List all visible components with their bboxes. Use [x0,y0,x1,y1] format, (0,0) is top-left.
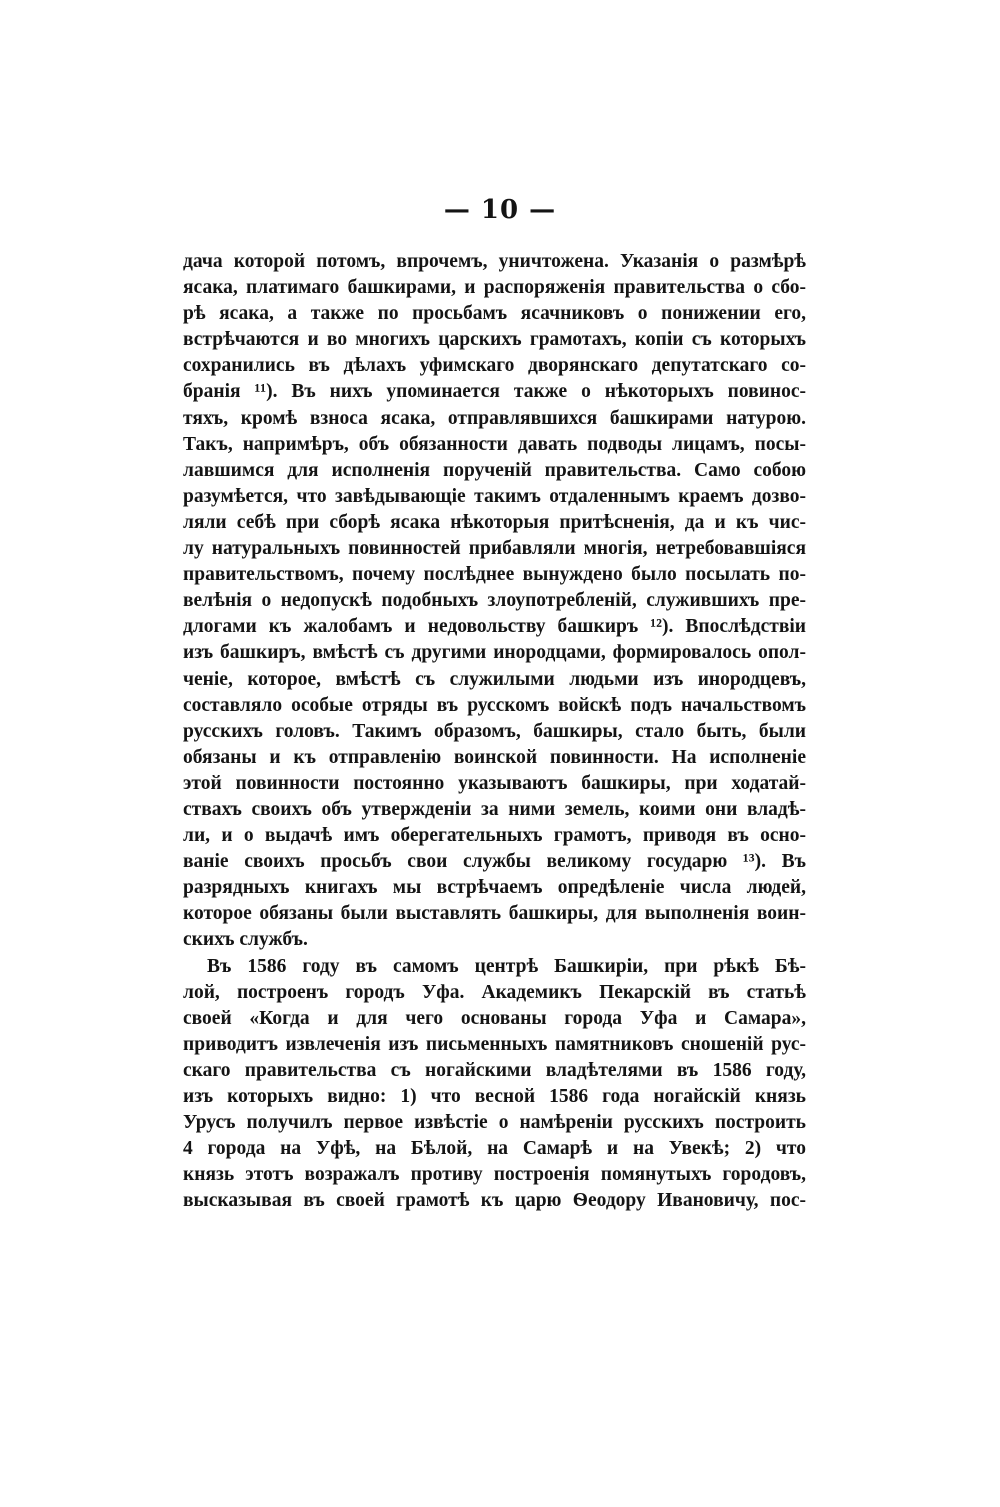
text-line: обязаны и къ отправленію воинской повинности. На исполненіе [183,746,806,768]
text-line: рѣ ясака, а также по просьбамъ ясачниковъ о понижении его, [183,303,806,325]
text-line: которое обязаны были выставлять башкиры, для выполненія воин- [183,903,806,925]
body-text [183,249,806,1214]
text-line: Въ 1586 году въ самомъ центрѣ Башкиріи, при рѣкѣ Бѣ- [207,955,806,977]
text-line: этой повинности постоянно указываютъ башкиры, при ходатай- [183,772,806,794]
text-line: правительствомъ, почему послѣднее вынуждено было посылать по- [183,564,806,586]
text-line: ствахъ своихъ объ утвержденіи за ними земель, коими они владѣ- [183,798,806,820]
text-line: Урусъ получилъ первое извѣстіе о намѣреніи русскихъ построить [183,1112,806,1134]
text-line: разумѣется, что завѣдывающіе такимъ отдаленнымъ краемъ дозво- [183,485,806,507]
text-line: лой, построенъ городъ Уфа. Академикъ Пекарскій въ статьѣ [183,981,806,1003]
text-line: бранія ¹¹). Въ нихъ упоминается также о нѣкоторыхъ повинос- [183,381,806,403]
text-line: ляли себѣ при сборѣ ясака нѣкоторыя притѣсненія, да и къ чис- [183,511,806,533]
text-line: скаго правительства съ ногайскими владѣтелями въ 1586 году, [183,1059,806,1081]
text-line: велѣнія о недопускѣ подобныхъ злоупотребленій, служившихъ пре- [183,590,806,612]
text-line: встрѣчаются и во многихъ царскихъ грамотахъ, копіи съ которыхъ [183,329,806,351]
text-line: ваніе своихъ просьбъ свои службы великому государю ¹³). Въ [183,851,806,873]
text-line: изъ которыхъ видно: 1) что весной 1586 года ногайскій князь [183,1086,806,1107]
text-line: ли, и о выдачѣ имъ оберегательныхъ грамотъ, приводя въ осно- [183,825,806,847]
text-line: русскихъ головъ. Такимъ образомъ, башкиры, стало быть, были [183,720,806,742]
text-line: ченіе, которое, вмѣстѣ съ служилыми людьми изъ инородцевъ, [183,668,806,690]
text-line: 4 города на Уфѣ, на Бѣлой, на Самарѣ и на Увекѣ; 2) что [183,1138,806,1160]
text-line: дача которой потомъ, впрочемъ, уничтожена. Указанія о размѣрѣ [183,251,806,272]
text-line: тяхъ, кромѣ взноса ясака, отправлявшихся башкирами натурою. [183,407,806,429]
text-line: своей «Когда и для чего основаны города Уфа и Самара», [183,1007,806,1029]
text-line: высказывая въ своей грамотѣ къ царю Ѳеодору Ивановичу, пос- [183,1190,806,1212]
text-line: князь этотъ возражалъ противу построенія помянутыхъ городовъ, [183,1164,806,1186]
text-line: лу натуральныхъ повинностей прибавляли многія, нетребовавшіяся [183,538,806,560]
text-line: сохранились въ дѣлахъ уфимскаго дворянскаго депутатскаго со- [183,355,806,377]
text-line: ясака, платимаго башкирами, и распоряженія правительства о сбо- [183,277,806,299]
text-line: приводитъ извлеченія изъ письменныхъ памятниковъ сношеній рус- [183,1033,806,1055]
text-line: длогами къ жалобамъ и недовольству башкиръ ¹²). Впослѣдствіи [183,616,806,638]
page-number: — 10 — [443,195,557,225]
text-line: изъ башкиръ, вмѣстѣ съ другими инородцами, формировалось опол- [183,642,806,664]
text-line: Такъ, напримѣръ, объ обязанности давать подводы лицамъ, посы- [183,433,806,455]
text-line: составляло особые отряды въ русскомъ войскѣ подъ начальствомъ [183,694,806,716]
text-line: скихъ службъ. [183,929,308,951]
text-line: лавшимся для исполненія порученій правительства. Само собою [183,459,806,481]
text-line: разрядныхъ книгахъ мы встрѣчаемъ опредѣленіе числа людей, [183,877,806,899]
